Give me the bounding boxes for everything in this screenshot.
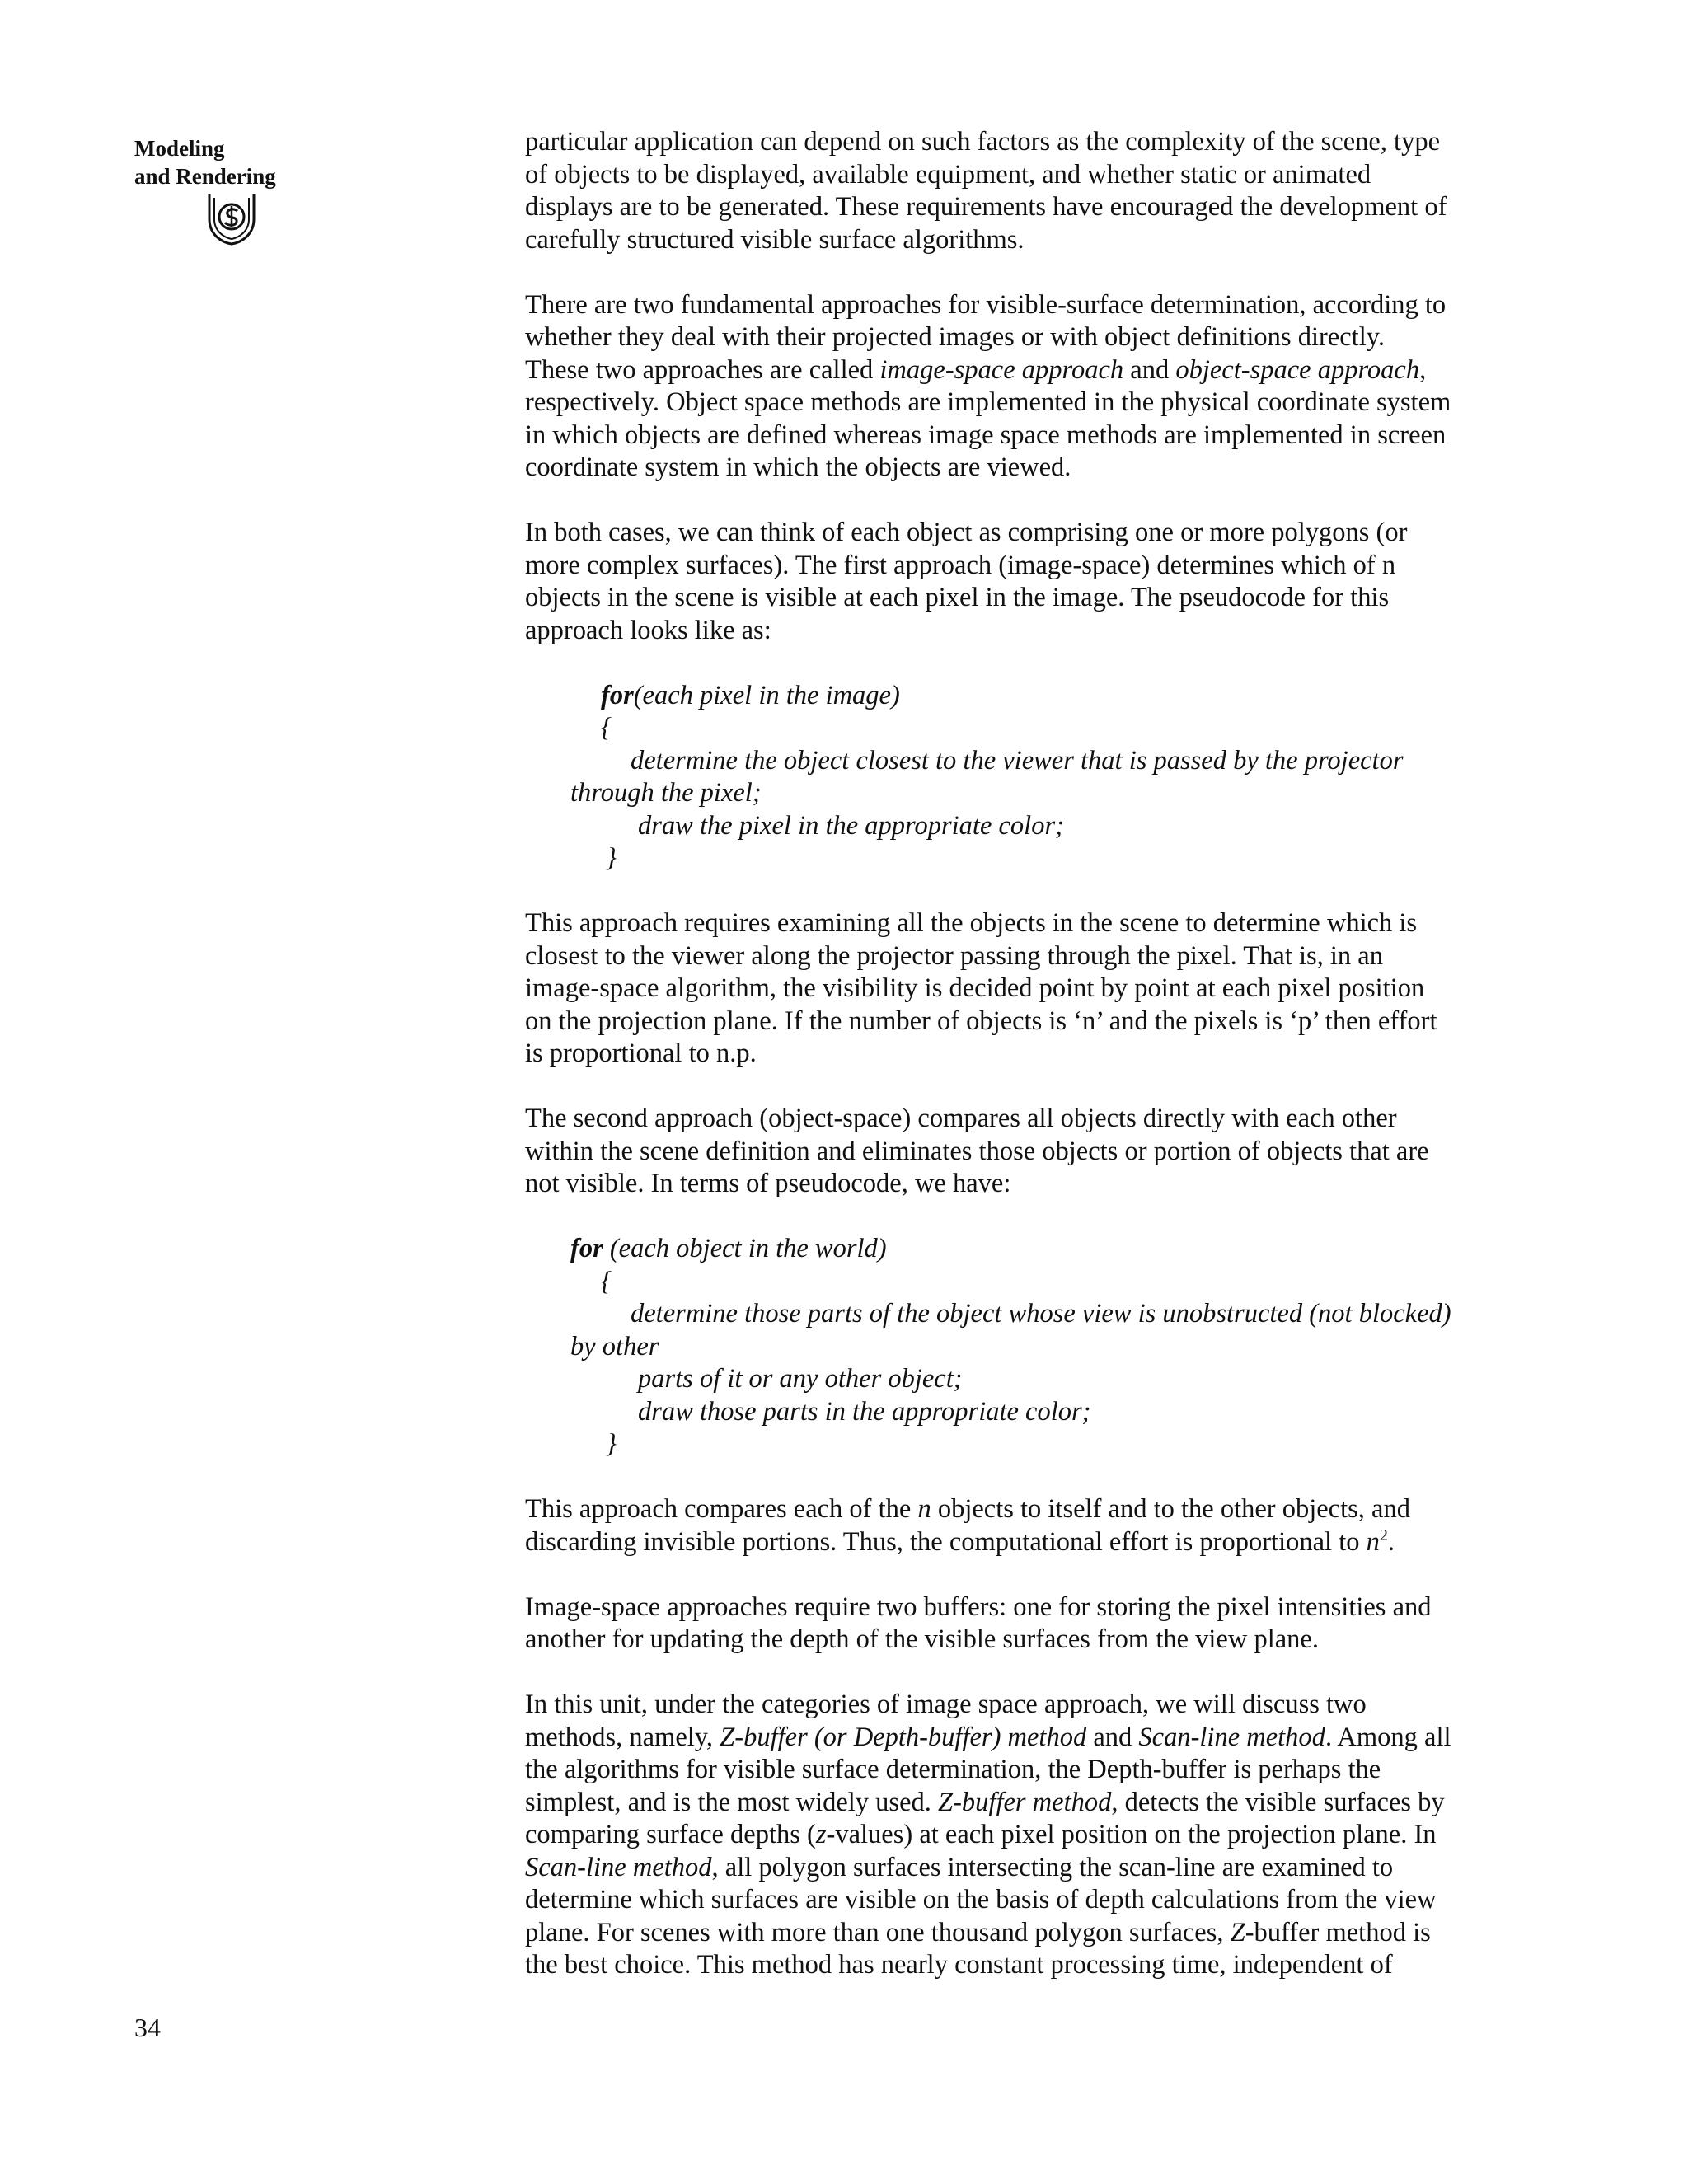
paragraph-4 <box>525 907 1498 1071</box>
text-line: approach looks like as: <box>525 615 771 645</box>
term-image-space-approach: image-space approach <box>879 354 1124 385</box>
code-line: draw those parts in the appropriate color; <box>638 1396 1091 1427</box>
text-line: This approach requires examining all the objects in the scene to determine which is <box>525 908 1418 938</box>
paragraph-3 <box>525 517 1498 647</box>
text-line: on the projection plane. If the number of objects is ‘n’ and the pixels is ‘p’ then effort <box>525 1005 1437 1036</box>
code-line <box>525 680 1498 713</box>
main-text <box>525 126 1498 2014</box>
term-z-buffer-method: Z-buffer method <box>938 1787 1112 1817</box>
text-line: The second approach (object-space) compares all objects directly with each other <box>525 1104 1397 1133</box>
code-text: (each pixel in the image) <box>633 680 900 710</box>
text-line: objects in the scene is visible at each pixel in the image. The pseudocode for this <box>525 583 1390 612</box>
text-run: -buffer method is <box>1245 1917 1431 1947</box>
paragraph-1 <box>525 126 1498 256</box>
text-run: comparing surface depths ( <box>525 1820 816 1849</box>
code-line: } <box>606 1429 617 1459</box>
text-run: , <box>1419 354 1427 385</box>
text-line: more complex surfaces). The first approach (image-space) determines which of n <box>525 550 1396 580</box>
text-line: the algorithms for visible surface determination, the Depth-buffer is perhaps the <box>525 1755 1381 1784</box>
code-line: parts of it or any other object; <box>638 1364 963 1394</box>
text-run: , detects the visible surfaces by <box>1111 1787 1445 1817</box>
text-line: In both cases, we can think of each object as comprising one or more polygons (or <box>525 518 1408 547</box>
text-run: This approach compares each of the <box>525 1494 918 1524</box>
paragraph-6 <box>525 1493 1498 1558</box>
text-run: -values) at each pixel position on the projection plane. In <box>826 1820 1437 1849</box>
variable-z: Z <box>1230 1917 1245 1947</box>
text-line: of objects to be displayed, available equipment, and whether static or animated <box>525 159 1372 190</box>
text-run: plane. For scenes with more than one thousand polygon surfaces, <box>525 1917 1231 1947</box>
code-line: { <box>601 1266 612 1296</box>
text-line: determine which surfaces are visible on the basis of depth calculations from the view <box>525 1885 1437 1915</box>
text-line <box>525 1493 1498 1526</box>
variable-n: n <box>917 1494 931 1524</box>
text-run: objects to itself and to the other objects, and <box>931 1494 1410 1524</box>
text-line: In this unit, under the categories of image space approach, we will discuss two <box>525 1690 1367 1719</box>
code-keyword-for: for <box>570 1234 603 1263</box>
text-line <box>525 1819 1498 1852</box>
paragraph-5 <box>525 1103 1498 1201</box>
text-line <box>525 1722 1498 1755</box>
text-line: the best choice. This method has nearly constant processing time, independent of <box>525 1950 1393 1980</box>
text-line: There are two fundamental approaches for visible-surface determination, according to <box>525 289 1447 320</box>
text-line: coordinate system in which the objects are viewed. <box>525 452 1071 482</box>
code-line: { <box>601 713 612 743</box>
text-line: image-space algorithm, the visibility is decided point by point at each pixel position <box>525 973 1425 1003</box>
code-line: through the pixel; <box>570 778 762 808</box>
text-line <box>525 1526 1498 1559</box>
text-line <box>525 1917 1498 1950</box>
pseudocode-image-space <box>525 680 1498 875</box>
text-line: not visible. In terms of pseudocode, we have: <box>525 1169 1011 1198</box>
code-line: draw the pixel in the appropriate color; <box>638 810 1064 841</box>
text-line: is proportional to n.p. <box>525 1038 757 1068</box>
text-run: . <box>1387 1526 1395 1557</box>
text-line <box>525 1787 1498 1820</box>
code-line: determine those parts of the object whose view is unobstructed (not blocked) <box>631 1299 1451 1329</box>
paragraph-8 <box>525 1689 1498 1982</box>
text-line <box>525 1852 1498 1885</box>
text-run: , all polygon surfaces intersecting the scan-line are examined to <box>711 1852 1394 1882</box>
text-line: respectively. Object space methods are implemented in the physical coordinate system <box>525 387 1451 417</box>
text-line: within the scene definition and eliminates those objects or portion of objects that are <box>525 1136 1429 1166</box>
term-z-buffer-method: Z-buffer (or Depth-buffer) method <box>720 1722 1087 1752</box>
text-run: methods, namely, <box>525 1722 720 1752</box>
code-line: determine the object closest to the viewer that is passed by the projector <box>631 745 1404 776</box>
running-header-line-2: and Rendering <box>134 164 276 189</box>
code-line <box>525 1233 1498 1266</box>
running-header-line-1: Modeling <box>134 136 225 161</box>
running-header <box>134 134 332 190</box>
term-scan-line-method: Scan-line method <box>1138 1722 1325 1752</box>
text-line: another for updating the depth of the visible surfaces from the view plane. <box>525 1624 1319 1654</box>
exponent: 2 <box>1379 1526 1388 1544</box>
university-emblem-icon <box>206 190 257 246</box>
text-line: in which objects are defined whereas image space methods are implemented in screen <box>525 419 1447 450</box>
page-number: 34 <box>134 2013 161 2042</box>
text-run: These two approaches are called <box>525 354 880 385</box>
code-keyword-for: for <box>601 680 634 710</box>
text-line: carefully structured visible surface algorithms. <box>525 224 1025 255</box>
text-line: particular application can depend on such factors as the complexity of the scene, type <box>525 127 1440 157</box>
text-line: displays are to be generated. These requirements have encouraged the development of <box>525 192 1447 222</box>
text-line: Image-space approaches require two buffers: one for storing the pixel intensities and <box>525 1591 1432 1622</box>
term-scan-line-method: Scan-line method <box>525 1852 712 1882</box>
text-line <box>525 354 1498 387</box>
code-line: } <box>606 843 617 873</box>
variable-z: z <box>815 1820 827 1849</box>
text-line: closest to the viewer along the projector passing through the pixel. That is, in an <box>525 940 1383 971</box>
text-line: whether they deal with their projected images or with object definitions directly. <box>525 322 1385 352</box>
paragraph-7 <box>525 1591 1498 1657</box>
text-run: . Among all <box>1325 1722 1451 1752</box>
text-run: and <box>1123 354 1176 385</box>
text-run: simplest, and is the most widely used. <box>525 1787 939 1817</box>
text-run: and <box>1086 1722 1139 1752</box>
code-text: (each object in the world) <box>603 1234 887 1263</box>
text-run: discarding invisible portions. Thus, the computational effort is proportional to <box>525 1526 1367 1557</box>
pseudocode-object-space <box>525 1233 1498 1461</box>
code-line: by other <box>570 1331 659 1361</box>
variable-n: n <box>1366 1526 1380 1557</box>
term-object-space-approach: object-space approach <box>1175 354 1420 385</box>
paragraph-2 <box>525 289 1498 485</box>
